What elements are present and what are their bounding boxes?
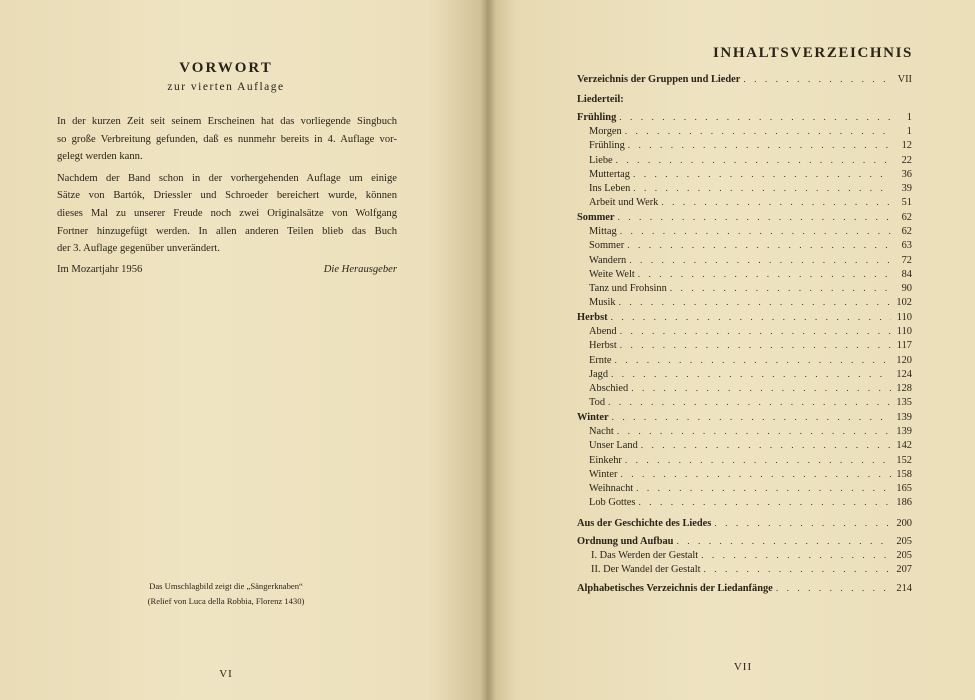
toc-entry bbox=[577, 182, 912, 196]
cover-image-note bbox=[0, 579, 452, 609]
toc-leader-dots bbox=[676, 535, 891, 549]
toc-leader-dots bbox=[608, 396, 891, 410]
cover-note-line: (Relief von Luca della Robbia, Florenz 1430) bbox=[147, 596, 305, 606]
toc-entry bbox=[577, 93, 912, 107]
toc-entry-page: 158 bbox=[896, 469, 912, 480]
page-number-right: VII bbox=[733, 661, 753, 673]
preface-signoff bbox=[57, 264, 397, 275]
toc-leader-dots bbox=[625, 454, 891, 468]
toc-entry-page: 1 bbox=[906, 126, 912, 137]
toc-entry-page: 139 bbox=[896, 426, 912, 437]
toc-entry-page: 200 bbox=[896, 518, 912, 529]
toc-entry-title: Liederteil: bbox=[577, 94, 624, 105]
preface-body bbox=[57, 113, 397, 262]
preface-line: Fortner hinzugefügt werden. In allen anderen Teilen blieb das Buch bbox=[57, 225, 397, 237]
toc-leader-dots bbox=[619, 296, 891, 310]
toc-leader-dots bbox=[620, 468, 891, 482]
toc-leader-dots bbox=[611, 311, 891, 325]
toc-leader-dots bbox=[633, 182, 891, 196]
toc-entry bbox=[577, 382, 912, 396]
toc-entry-page: 110 bbox=[896, 326, 912, 337]
toc-entry-page: 39 bbox=[901, 183, 912, 194]
toc-entry-title: Morgen bbox=[589, 126, 622, 137]
toc-entry-title: Jagd bbox=[589, 369, 609, 380]
toc-title: INHALTSVERZEICHNIS bbox=[713, 45, 913, 61]
toc-entry-title: Sommer bbox=[577, 212, 615, 223]
toc-entry-title: Aus der Geschichte des Liedes bbox=[577, 518, 712, 529]
toc-leader-dots bbox=[670, 282, 891, 296]
toc-leader-dots bbox=[703, 563, 891, 577]
toc-entry-title: Mittag bbox=[589, 226, 617, 237]
preface-line: so große Verbreitung gefunden, daß es nunmehr bereits in 4. Auflage vor- bbox=[57, 133, 397, 145]
preface-line: In der kurzen Zeit seit seinem Erscheinen hat das vorliegende Singbuch bbox=[57, 116, 397, 127]
toc-leader-dots bbox=[633, 168, 891, 182]
toc-entry-page: 62 bbox=[901, 212, 912, 223]
toc-entry bbox=[577, 563, 912, 577]
toc-entry bbox=[577, 196, 912, 210]
toc-entry-title: Alphabetisches Verzeichnis der Liedanfänge bbox=[577, 583, 773, 594]
toc-entry bbox=[577, 73, 912, 87]
toc-entry bbox=[577, 354, 912, 368]
toc-entry bbox=[577, 549, 912, 563]
toc-entry bbox=[577, 125, 912, 139]
toc-entry-title: Liebe bbox=[589, 155, 613, 166]
cover-note-line: Das Umschlagbild zeigt die „Sängerknaben“ bbox=[149, 581, 303, 591]
page-number-left: VI bbox=[219, 668, 233, 680]
toc-entry-title: Tanz und Frohsinn bbox=[589, 283, 667, 294]
toc-leader-dots bbox=[661, 196, 891, 210]
toc-entry-page: 135 bbox=[896, 397, 912, 408]
toc-entry-title: Tod bbox=[589, 397, 606, 408]
toc-entry bbox=[577, 368, 912, 382]
toc-entry-page: 72 bbox=[901, 255, 912, 266]
toc-entry bbox=[577, 225, 912, 239]
toc-entry-title: Frühling bbox=[577, 112, 617, 123]
toc-leader-dots bbox=[627, 239, 891, 253]
toc-leader-dots bbox=[628, 139, 891, 153]
toc-entry bbox=[577, 296, 912, 310]
toc-entry bbox=[577, 282, 912, 296]
toc-entry-page: 63 bbox=[901, 240, 912, 251]
toc-leader-dots bbox=[629, 254, 891, 268]
toc-entry-title: Abend bbox=[589, 326, 617, 337]
toc-entry bbox=[577, 154, 912, 168]
toc-entry-title: Nacht bbox=[589, 426, 614, 437]
toc-entry bbox=[577, 254, 912, 268]
right-page bbox=[487, 0, 975, 700]
toc-entry-title: Unser Land bbox=[589, 440, 638, 451]
preface-paragraph-1 bbox=[57, 113, 397, 166]
toc-entry-title: Ins Leben bbox=[589, 183, 631, 194]
preface-title: VORWORT bbox=[179, 60, 273, 76]
toc-leader-dots bbox=[619, 111, 891, 125]
toc-entry bbox=[577, 339, 912, 353]
toc-entry-page: 90 bbox=[901, 283, 912, 294]
toc-entry-page: 128 bbox=[896, 383, 912, 394]
toc-entry-page: 142 bbox=[896, 440, 912, 451]
toc-entry-page: 124 bbox=[896, 369, 912, 380]
toc-entry-page: 110 bbox=[896, 312, 912, 323]
toc-leader-dots bbox=[617, 425, 891, 439]
toc-entry-title: Frühling bbox=[589, 140, 625, 151]
preface-line: dieses Mal zu unserer Freude noch zwei Originalsätze von Wolfgang bbox=[57, 207, 397, 219]
toc-entry-title: Einkehr bbox=[589, 455, 622, 466]
toc-leader-dots bbox=[620, 325, 891, 339]
preface-line: Sätze von Bartók, Driessler und Schroeder bereichert wurde, können bbox=[57, 190, 397, 202]
toc-entry-title: Wandern bbox=[589, 255, 627, 266]
place-date: Im Mozartjahr 1956 bbox=[57, 264, 143, 275]
toc-entry bbox=[577, 517, 912, 531]
toc-entry-page: 1 bbox=[906, 112, 912, 123]
book-gutter bbox=[480, 0, 496, 700]
toc-leader-dots bbox=[625, 125, 891, 139]
toc-entry-page: 84 bbox=[901, 269, 912, 280]
toc-entry-page: 205 bbox=[896, 536, 912, 547]
toc-entry-page: 51 bbox=[901, 197, 912, 208]
toc-leader-dots bbox=[743, 73, 891, 87]
toc-entry-page: 117 bbox=[896, 340, 912, 351]
toc-entry-title: Lob Gottes bbox=[589, 497, 636, 508]
preface-line: der 3. Auflage gegenüber unverändert. bbox=[57, 243, 220, 255]
toc-entry-title: Musik bbox=[589, 297, 616, 308]
toc-leader-dots bbox=[638, 268, 891, 282]
toc-leader-dots bbox=[615, 354, 891, 368]
toc-entry-title: Weihnacht bbox=[589, 483, 634, 494]
toc-entry-title: Ernte bbox=[589, 355, 612, 366]
toc-entry bbox=[577, 111, 912, 125]
toc-entry bbox=[577, 168, 912, 182]
toc-entry bbox=[577, 425, 912, 439]
preface-paragraph-2 bbox=[57, 170, 397, 258]
toc-leader-dots bbox=[612, 411, 891, 425]
toc-entry bbox=[577, 411, 912, 425]
toc-entry bbox=[577, 139, 912, 153]
preface-subtitle: zur vierten Auflage bbox=[167, 81, 285, 93]
toc-entry-title: Arbeit und Werk bbox=[589, 197, 659, 208]
toc-entry-page: 207 bbox=[896, 564, 912, 575]
toc-leader-dots bbox=[620, 339, 891, 353]
toc-entry bbox=[577, 582, 912, 596]
toc-entry-page: 36 bbox=[901, 169, 912, 180]
toc-entry-page: 120 bbox=[896, 355, 912, 366]
toc-leader-dots bbox=[616, 154, 891, 168]
toc-entry-title: Muttertag bbox=[589, 169, 630, 180]
toc-entry-title: I. Das Werden der Gestalt bbox=[591, 550, 699, 561]
toc-leader-dots bbox=[611, 368, 891, 382]
toc-leader-dots bbox=[701, 549, 891, 563]
toc-entry-title: Sommer bbox=[589, 240, 625, 251]
toc-entry bbox=[577, 311, 912, 325]
toc-entry-page: 12 bbox=[901, 140, 912, 151]
toc-entry-title: Abschied bbox=[589, 383, 629, 394]
toc-entry-page: 186 bbox=[896, 497, 912, 508]
toc-entry bbox=[577, 468, 912, 482]
toc-entry-title: Herbst bbox=[589, 340, 617, 351]
toc-entry bbox=[577, 239, 912, 253]
toc-entry-title: Ordnung und Aufbau bbox=[577, 536, 674, 547]
toc-entry-title: II. Der Wandel der Gestalt bbox=[591, 564, 701, 575]
toc-leader-dots bbox=[620, 225, 891, 239]
toc-leader-dots bbox=[638, 496, 891, 510]
toc-entry bbox=[577, 454, 912, 468]
toc-entry bbox=[577, 535, 912, 549]
toc-entry-title: Verzeichnis der Gruppen und Lieder bbox=[577, 74, 741, 85]
toc-entry bbox=[577, 396, 912, 410]
toc-entry bbox=[577, 268, 912, 282]
toc-leader-dots bbox=[641, 439, 891, 453]
toc-entry-title: Herbst bbox=[577, 312, 608, 323]
toc-entry bbox=[577, 496, 912, 510]
toc-entry-page: 102 bbox=[896, 297, 912, 308]
toc-entry-page: 22 bbox=[901, 155, 912, 166]
toc-entry bbox=[577, 482, 912, 496]
toc-leader-dots bbox=[776, 582, 891, 596]
toc-entry bbox=[577, 211, 912, 225]
toc-entry-page: 62 bbox=[901, 226, 912, 237]
left-page bbox=[0, 0, 487, 700]
preface-line: gelegt werden kann. bbox=[57, 151, 143, 163]
toc-entry-title: Weite Welt bbox=[589, 269, 635, 280]
toc-entry-title: Winter bbox=[589, 469, 618, 480]
toc-leader-dots bbox=[618, 211, 891, 225]
toc-entry-page: 205 bbox=[896, 550, 912, 561]
toc-leader-dots bbox=[714, 517, 891, 531]
editors-signature: Die Herausgeber bbox=[323, 264, 397, 275]
toc-leader-dots bbox=[636, 482, 891, 496]
toc-leader-dots bbox=[631, 382, 891, 396]
preface-line: Nachdem der Band schon in der vorhergehenden Auflage um einige bbox=[57, 172, 397, 184]
toc-entry-page: 152 bbox=[896, 455, 912, 466]
toc-entry-page: 139 bbox=[896, 412, 912, 423]
toc-entry bbox=[577, 439, 912, 453]
toc-entry-page: 165 bbox=[896, 483, 912, 494]
toc-entry-page: VII bbox=[897, 74, 912, 85]
toc-entry-title: Winter bbox=[577, 412, 609, 423]
toc-entry bbox=[577, 325, 912, 339]
toc-entry-page: 214 bbox=[896, 583, 912, 594]
